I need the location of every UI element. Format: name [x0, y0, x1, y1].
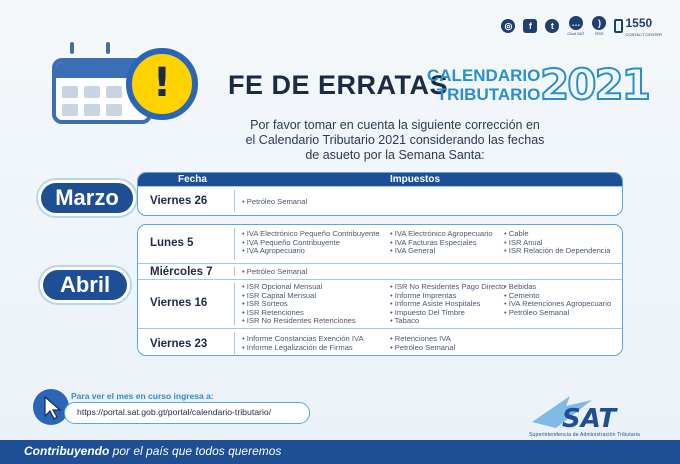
table-header	[138, 173, 622, 186]
tax-item: • Bebidas	[504, 283, 611, 292]
tax-column	[504, 283, 611, 317]
chat-label: Chat SAT	[567, 30, 585, 36]
tax-item: • Impuesto Del Timbre	[390, 309, 505, 318]
tax-column	[242, 268, 307, 277]
page-title: FE DE ERRATAS	[228, 70, 449, 100]
rss-link[interactable]	[592, 16, 606, 36]
tax-item: • Petróleo Semanal	[242, 198, 307, 207]
chat-sat[interactable]	[567, 16, 584, 36]
calendar-brand-line2: TRIBUTARIO	[436, 85, 541, 104]
row-date: Lunes 5	[150, 237, 194, 249]
tax-item: • IVA Agropecuario	[242, 247, 380, 256]
tax-item: • ISR Relación de Dependencia	[504, 247, 611, 256]
tax-item: • Informe Constancias Exención IVA	[242, 335, 364, 344]
facebook-icon[interactable]: f	[523, 19, 537, 33]
sat-logo-subtitle: Superintendencia de Administración Tributaria	[529, 432, 641, 438]
chat-icon: …	[569, 16, 583, 30]
tax-item: • ISR Opcional Mensual	[242, 283, 356, 292]
tax-item: • ISR Sorteos	[242, 300, 356, 309]
tax-item: • Cemento	[504, 292, 611, 301]
table-row	[138, 186, 622, 215]
tax-item: • Petróleo Semanal	[390, 344, 455, 353]
tax-column	[242, 335, 364, 352]
instagram-icon[interactable]: ◎	[501, 19, 515, 33]
twitter-icon[interactable]: t	[545, 19, 559, 33]
tax-column	[242, 283, 356, 326]
tax-item: • Informe Asiste Hospitales	[390, 300, 505, 309]
tax-item: • IVA Electrónico Agropecuario	[390, 230, 493, 239]
tax-item: • ISR No Residentes Retenciones	[242, 317, 356, 326]
tax-column	[390, 283, 505, 326]
table-row	[138, 328, 622, 356]
table-row	[138, 225, 622, 263]
tax-item: • Tabaco	[390, 317, 505, 326]
tax-item: • Petróleo Semanal	[504, 309, 611, 318]
sat-logo-text: SAT	[562, 404, 617, 434]
tax-column	[390, 230, 493, 256]
footer-bar	[0, 440, 680, 464]
tax-item: • IVA Pequeño Contribuyente	[242, 239, 380, 248]
tax-item: • Petróleo Semanal	[242, 268, 307, 277]
calendar-brand-line1: CALENDARIO	[427, 66, 541, 85]
tax-item: • Informe Imprentas	[390, 292, 505, 301]
phone-icon	[614, 19, 623, 33]
link-label: Para ver el mes en curso ingresa a:	[71, 391, 214, 401]
tax-column	[390, 335, 455, 352]
month-label-abril: Abril	[40, 267, 130, 303]
contact-center[interactable]	[614, 14, 662, 37]
tax-item: • Retenciones IVA	[390, 335, 455, 344]
tax-item: • IVA Facturas Especiales	[390, 239, 493, 248]
tax-column	[242, 230, 380, 256]
tax-item: • ISR Capital Mensual	[242, 292, 356, 301]
slogan-rest: por el país que todos queremos	[109, 444, 282, 458]
tax-item: • Cable	[504, 230, 611, 239]
header-impuestos: Impuestos	[390, 174, 441, 185]
phone-number: 1550	[625, 16, 653, 30]
intro-text: Por favor tomar en cuenta la siguiente corrección en el Calendario Tributario 2021 considerando las fechas de asueto por la Semana Santa:	[245, 118, 545, 162]
calendar-year: 2021	[540, 60, 649, 109]
footer-slogan	[24, 444, 281, 458]
table-row	[138, 263, 622, 279]
calendar-url-link[interactable]: https://portal.sat.gob.gt/portal/calendario-tributario/	[64, 402, 310, 424]
slogan-bold: Contribuyendo	[24, 444, 110, 458]
rss-label: RSS	[595, 30, 604, 36]
tax-column	[504, 230, 611, 256]
row-date: Viernes 23	[150, 338, 208, 350]
tax-item: • Informe Legalización de Firmas	[242, 344, 364, 353]
tax-column	[242, 198, 307, 207]
cursor-icon	[33, 389, 69, 425]
social-bar	[501, 14, 662, 37]
tax-item: • ISR Anual	[504, 239, 611, 248]
calendar-brand	[427, 66, 540, 104]
row-date: Viernes 26	[150, 195, 208, 207]
tax-item: • IVA Retenciones Agropecuario	[504, 300, 611, 309]
exclamation-icon: !	[126, 48, 198, 120]
rss-icon: )	[592, 16, 606, 30]
header-fecha: Fecha	[178, 174, 207, 185]
table-abril	[137, 224, 623, 356]
tax-item: • ISR No Residentes Pago Directo	[390, 283, 505, 292]
month-label-marzo: Marzo	[38, 180, 136, 216]
phone-caption: CONTACT CENTER	[625, 32, 662, 37]
tax-item: • ISR Retenciones	[242, 309, 356, 318]
row-date: Viernes 16	[150, 297, 208, 309]
table-marzo	[137, 172, 623, 216]
tax-item: • IVA General	[390, 247, 493, 256]
table-row	[138, 279, 622, 328]
row-date: Miércoles 7	[150, 266, 213, 278]
tax-item: • IVA Electrónico Pequeño Contribuyente	[242, 230, 380, 239]
